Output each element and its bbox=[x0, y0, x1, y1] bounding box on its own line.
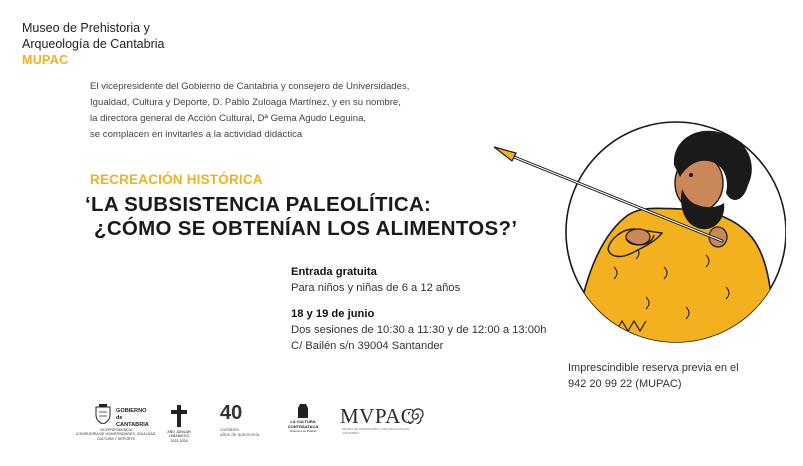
cross-icon bbox=[168, 404, 190, 428]
gob-sub3: CULTURA Y DEPORTE bbox=[96, 436, 136, 441]
mupac-sub: MUSEO DE PREHISTORIA Y ARQUEOLOGÍA DE CANTABRIA bbox=[342, 427, 410, 435]
invitation-line: la directora general de Acción Cultural, Dª Gema Agudo Leguina, bbox=[90, 113, 367, 124]
invitation-line: Igualdad, Cultura y Deporte, D. Pablo Zuloaga Martínez, y en su nombre, bbox=[90, 97, 401, 108]
gob-sub1: VICEPRESIDENCIA bbox=[99, 428, 133, 432]
invitation-text bbox=[90, 79, 450, 143]
spear-tip bbox=[494, 147, 516, 161]
gob-name2: de bbox=[116, 415, 123, 421]
reservation-line1: Imprescindible reserva previa en el bbox=[568, 362, 739, 374]
activity-kicker: RECREACIÓN HISTÓRICA bbox=[90, 172, 263, 187]
reservation-phone[interactable]: 942 20 99 22 (MUPAC) bbox=[568, 378, 682, 390]
hunter-illustration bbox=[486, 117, 786, 353]
autonomia-l2: años de autonomía bbox=[220, 432, 260, 437]
crest-icon bbox=[94, 404, 112, 424]
museum-header bbox=[22, 20, 164, 68]
museum-acronym: MUPAC bbox=[22, 53, 69, 67]
title-line2: ¿CÓMO SE OBTENÍAN LOS ALIMENTOS?’ bbox=[94, 217, 518, 240]
jubilar-l3: 2023-2024 bbox=[170, 438, 188, 443]
entry-heading: Entrada gratuita bbox=[291, 266, 377, 278]
activity-title bbox=[85, 193, 517, 241]
jubilar-l2: LEBANIEGO bbox=[168, 434, 190, 439]
schedule-address: C/ Bailén s/n 39004 Santander bbox=[291, 340, 444, 352]
autonomia-l1: cantabria bbox=[220, 427, 239, 432]
cultura-l1: LA CULTURA bbox=[290, 419, 316, 424]
title-line1: ‘LA SUBSISTENCIA PALEOLÍTICA: bbox=[85, 193, 432, 216]
gob-sub2: CONSEJERÍA DE UNIVERSIDADES, IGUALDAD, bbox=[75, 432, 157, 437]
gob-name1: GOBIERNO bbox=[116, 408, 147, 414]
schedule-heading: 18 y 19 de junio bbox=[291, 308, 375, 320]
museum-name-line2: Arqueología de Cantabria bbox=[22, 37, 165, 51]
jubilar-l1: AÑO JUBILAR bbox=[167, 430, 191, 434]
autonomia-number: 40 bbox=[220, 402, 243, 424]
entry-detail: Para niños y niñas de 6 a 12 años bbox=[291, 282, 461, 294]
museum-name-line1: Museo de Prehistoria y bbox=[22, 21, 150, 35]
cultura-l3: Orienta a su Pueblo bbox=[289, 429, 317, 434]
mupac-wordmark: MVPAC bbox=[340, 404, 416, 428]
reservation-note bbox=[568, 360, 739, 392]
invitation-line: se complacen en invitarles a la actividad didáctica bbox=[90, 129, 303, 140]
spiral-icon bbox=[408, 406, 426, 424]
fist-icon bbox=[296, 402, 310, 418]
gob-name3: CANTABRIA bbox=[116, 422, 149, 428]
schedule-sessions: Dos sesiones de 10:30 a 11:30 y de 12:00 a 13:00h bbox=[291, 324, 547, 336]
cultura-l2: CONTRAATACA bbox=[287, 423, 319, 429]
invitation-line: El vicepresidente del Gobierno de Cantabria y consejero de Universidades, bbox=[90, 81, 410, 92]
